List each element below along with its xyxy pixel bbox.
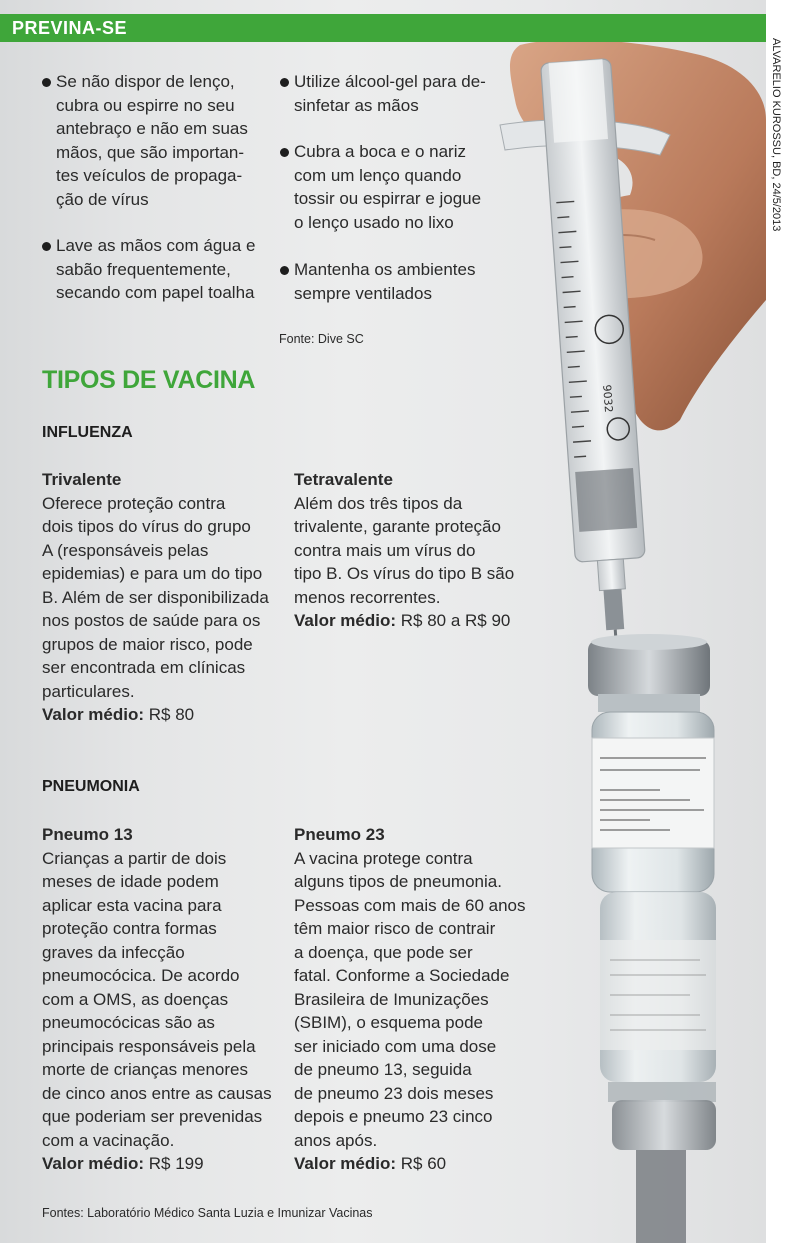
price-label: Valor médio: — [42, 705, 145, 724]
header-bar — [0, 14, 766, 42]
vaccine-name: Pneumo 13 — [42, 825, 133, 844]
influenza-heading: INFLUENZA — [42, 424, 133, 441]
bullet-dot-icon — [280, 78, 289, 87]
section-title: TIPOS DE VACINA — [42, 366, 256, 394]
photo-credit-text: ALVARELIO KUROSSU, BD, 24/5/2013 — [770, 38, 782, 232]
vaccine-name: Trivalente — [42, 470, 122, 489]
price-label: Valor médio: — [294, 1154, 397, 1173]
prevention-bullet-4 — [280, 140, 510, 234]
prevention-source: Fonte: Dive SC — [279, 332, 364, 346]
pneumonia-heading: PNEUMONIA — [42, 778, 140, 795]
prevention-bullet-3 — [280, 70, 510, 117]
pneumo13-block — [42, 823, 287, 1176]
pneumo23-block — [294, 823, 539, 1176]
svg-text:9032: 9032 — [600, 384, 616, 414]
vaccine-description: Crianças a partir de dois meses de idade podem aplicar esta vacina para proteção contra formas graves da infecção pneumocócica. De acordo com a OMS, as doenças pneumocócicas são as principais responsáveis pela morte de crianças menores de cinco anos entre as causas que poderiam ser prevenidas com a vacinação. — [42, 848, 272, 1150]
prevention-text: Lave as mãos com água e sabão frequentemente, secando com papel toalha — [56, 236, 256, 302]
vaccine-name: Tetravalente — [294, 470, 393, 489]
vaccine-sources: Fontes: Laboratório Médico Santa Luzia e Imunizar Vacinas — [42, 1206, 373, 1220]
vaccine-description: Além dos três tipos da trivalente, garante proteção contra mais um vírus do tipo B. Os vírus do tipo B são menos recorrentes. — [294, 493, 515, 607]
vaccine-vial — [588, 634, 716, 1243]
prevention-bullet-5 — [280, 258, 510, 305]
vaccine-price — [294, 1152, 539, 1176]
photo-credit — [766, 38, 788, 278]
trivalente-block — [42, 468, 282, 727]
bullet-dot-icon — [280, 148, 289, 157]
vaccine-price — [42, 1152, 287, 1176]
bullet-dot-icon — [280, 266, 289, 275]
price-label: Valor médio: — [42, 1154, 145, 1173]
prevention-bullet-1 — [42, 70, 267, 211]
bullet-dot-icon — [42, 78, 51, 87]
price-value: R$ 80 a R$ 90 — [396, 611, 511, 630]
price-label: Valor médio: — [294, 611, 397, 630]
bullet-dot-icon — [42, 242, 51, 251]
price-value: R$ 60 — [396, 1154, 447, 1173]
header-label: PREVINA-SE — [12, 18, 128, 38]
vaccine-price — [42, 703, 282, 727]
vaccine-description: A vacina protege contra alguns tipos de pneumonia. Pessoas com mais de 60 anos têm maior risco de contrair a doença, que pode ser fatal. Conforme a Sociedade Brasileira de Imunizações (SBIM), o esquema pode ser iniciado com uma dose de pneumo 13, seguida de pneumo 23 dois meses depois e pneumo 23 cinco anos após. — [294, 848, 526, 1150]
vaccine-description: Oferece proteção contra dois tipos do vírus do grupo A (responsáveis pelas epidemias) e para um do tipo B. Além de ser disponibilizada nos postos de saúde para os grupos de maior risco, pode ser encontrada em clínicas particulares. — [42, 493, 269, 701]
vaccine-price — [294, 609, 534, 633]
prevention-text: Mantenha os ambientes sempre ventilados — [294, 260, 476, 303]
prevention-text: Utilize álcool-gel para de- sinfetar as mãos — [294, 72, 486, 115]
vaccine-name: Pneumo 23 — [294, 825, 385, 844]
price-value: R$ 199 — [144, 1154, 204, 1173]
tetravalente-block — [294, 468, 534, 633]
prevention-text: Cubra a boca e o nariz com um lenço quando tossir ou espirrar e jogue o lenço usado no lixo — [294, 142, 482, 232]
prevention-text: Se não dispor de lenço, cubra ou espirre no seu antebraço e não em suas mãos, que são importan- tes veículos de propaga- ção de vírus — [56, 72, 248, 209]
prevention-bullet-2 — [42, 234, 267, 305]
price-value: R$ 80 — [144, 705, 195, 724]
